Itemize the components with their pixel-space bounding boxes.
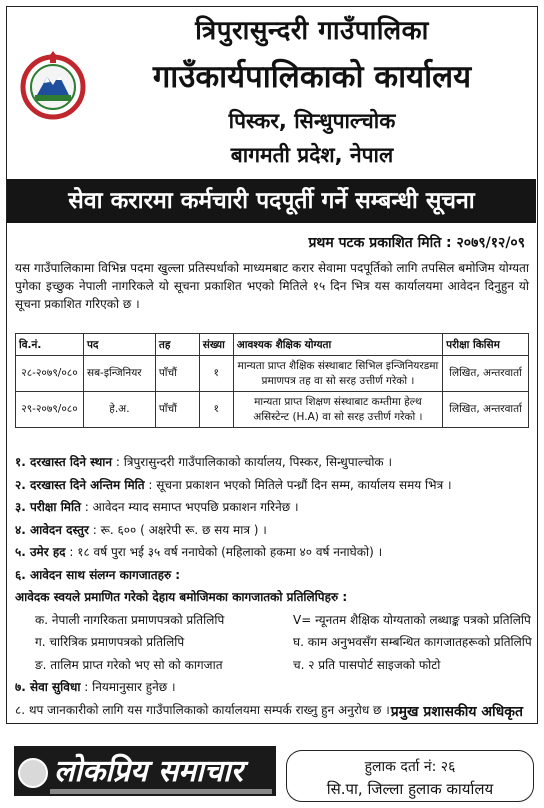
vacancy-table xyxy=(15,333,529,428)
detail-text: : रू. ६०० ( अक्षरेपी रू. छ सय मात्र ) । xyxy=(88,522,267,537)
detail-label: ३. परीक्षा मिति xyxy=(15,500,81,514)
postal-office-name: सि.पा, जिल्ला हुलाक कार्यालय xyxy=(326,780,494,798)
document-row xyxy=(15,654,531,677)
detail-application-place xyxy=(15,451,531,474)
newspaper-logo-icon xyxy=(18,758,48,788)
detail-fee xyxy=(15,519,531,542)
document-item: ङ. तालिम प्राप्त गरेको भए सो को कागजात xyxy=(35,657,223,672)
cell-post: सब-इन्जिनियर xyxy=(83,356,155,392)
cell-qualification: मान्यता प्राप्त शिक्षण संस्थाबाट कम्तीमा हेल्थ असिस्टेन्ट (H.A) वा सो सरह उत्तीर्ण गरेको । xyxy=(233,392,442,428)
detail-attachments-heading: ६. आवेदन साथ संलग्न कागजातहरु : xyxy=(15,567,181,582)
table-header-row xyxy=(16,334,529,356)
detail-label: १. दरखास्त दिने स्थान xyxy=(15,455,113,469)
document-item: घ. काम अनुभवसँग सम्बन्धित कागजातहरूको प्रतिलिपि xyxy=(293,635,532,649)
document-item: च. २ प्रति पासपोर्ट साइजको फोटो xyxy=(293,657,441,672)
header-level: तह xyxy=(155,334,199,356)
detail-deadline xyxy=(15,474,531,497)
notice-frame xyxy=(6,6,538,724)
document-item: V= न्यूनतम शैक्षिक योग्यताको लब्धाङ्क पत्रको प्रतिलिपि xyxy=(293,612,531,627)
postal-registration-box xyxy=(286,750,534,802)
application-details xyxy=(15,451,531,721)
office-address: पिस्कर, सिन्धुपाल्चोक xyxy=(228,109,396,133)
detail-text: : आवेदन म्याद समाप्त भएपछि प्रकाशन गरिनेछ । xyxy=(80,500,299,514)
masthead-strip xyxy=(50,789,272,794)
detail-label: ५. उमेर हद xyxy=(15,545,66,559)
newspaper-title: लोकप्रिय समाचार xyxy=(54,754,243,789)
table-row xyxy=(16,356,529,392)
table-row xyxy=(16,392,529,428)
detail-service-benefits xyxy=(15,676,531,699)
detail-text: : सूचना प्रकाशन भएको मितिले पन्ध्रौं दिन सम्म, कार्यालय समय भित्र । xyxy=(144,477,452,492)
newspaper-masthead xyxy=(14,746,276,796)
attachments-subheading: आवेदक स्वयले प्रमाणित गरेको देहाय बमोजिमका कागजातको प्रतिलिपिहरु : xyxy=(15,590,348,604)
header-qualification: आवश्यक शैक्षिक योग्यता xyxy=(233,334,442,356)
signatory-title: प्रमुख प्रशासकीय अधिकृत xyxy=(390,704,523,720)
notice-title-banner: सेवा करारमा कर्मचारी पदपूर्ती गर्ने सम्बन्धी सूचना xyxy=(7,179,536,223)
header-exam-type: परीक्षा किसिम xyxy=(443,334,529,356)
document-row xyxy=(15,609,531,632)
province-country: बागमती प्रदेश, नेपाल xyxy=(230,143,394,167)
detail-label: ७. सेवा सुविधा xyxy=(15,680,81,694)
header-post: पद xyxy=(83,334,155,356)
detail-label: ४. आवेदन दस्तुर xyxy=(15,522,89,537)
document-row xyxy=(15,631,531,654)
postal-registration-number: हुलाक दर्ता नं: २६ xyxy=(364,759,456,775)
detail-age-limit xyxy=(15,541,531,564)
cell-exam-type: लिखित, अन्तरवार्ता xyxy=(443,356,529,392)
detail-text: : त्रिपुरासुन्दरी गाउँपालिकाको कार्यालय, पिस्कर, सिन्धुपाल्चोक । xyxy=(112,455,393,469)
detail-text: : नियमानुसार हुनेछ । xyxy=(80,680,176,694)
cell-count: १ xyxy=(199,356,233,392)
document-item: ग. चारित्रिक प्रमाणपत्रको प्रतिलिपि xyxy=(35,635,185,649)
publication-date: प्रथम पटक प्रकाशित मिति : २०७९/१२/०९ xyxy=(308,235,525,251)
detail-exam-date xyxy=(15,496,531,519)
document-item: क. नेपाली नागरिकता प्रमाणपत्रको प्रतिलिपि xyxy=(35,612,225,627)
nepal-emblem-icon xyxy=(17,49,89,121)
cell-qualification: मान्यता प्राप्त शैक्षिक संस्थाबाट सिभिल इन्जिनियरडमा प्रमाणपत्र तह वा सो सरह उत्तीर्ण गरेको । xyxy=(233,356,442,392)
cell-serial: २९-२०७९/०८० xyxy=(16,392,84,428)
header-count: संख्या xyxy=(199,334,233,356)
detail-label: २. दरखास्त दिने अन्तिम मिति xyxy=(15,477,145,492)
office-name: गाउँकार्यपालिकाको कार्यालय xyxy=(152,59,472,95)
detail-text: : १८ वर्ष पुरा भई ३५ वर्ष ननाघेको (महिलाको हकमा ४० वर्ष ननाघेको) । xyxy=(65,545,383,559)
cell-level: पाँचौं xyxy=(155,392,199,428)
municipality-name: त्रिपुरासुन्दरी गाउँपालिका xyxy=(195,16,429,46)
cell-exam-type: लिखित, अन्तरवार्ता xyxy=(443,392,529,428)
detail-contact-note: ८. थप जानकारीको लागि यस गाउँपालिकाको कार्यालयमा सम्पर्क राख्नु हुन अनुरोध छ । xyxy=(15,702,390,717)
cell-level: पाँचौं xyxy=(155,356,199,392)
cell-count: १ xyxy=(199,392,233,428)
cell-serial: २८-२०७९/०८० xyxy=(16,356,84,392)
cell-post: हे.अ. xyxy=(83,392,155,428)
intro-paragraph: यस गाउँपालिकामा विभिन्न पदमा खुल्ला प्रतिस्पर्धाको माध्यमबाट करार सेवामा पदपूर्तिको लागि तपसिल बमोजिम योग्यता पुगेका इच्छुक नेपाली नागरिकले यो सूचना प्रकाशित भएको मितिले १५ दिन भित्र यस कार्यालयमा आवेदन दिनुहुन यो सूचना प्रकाशित गरिएको छ । xyxy=(15,261,529,311)
header-serial: वि.नं. xyxy=(16,334,84,356)
